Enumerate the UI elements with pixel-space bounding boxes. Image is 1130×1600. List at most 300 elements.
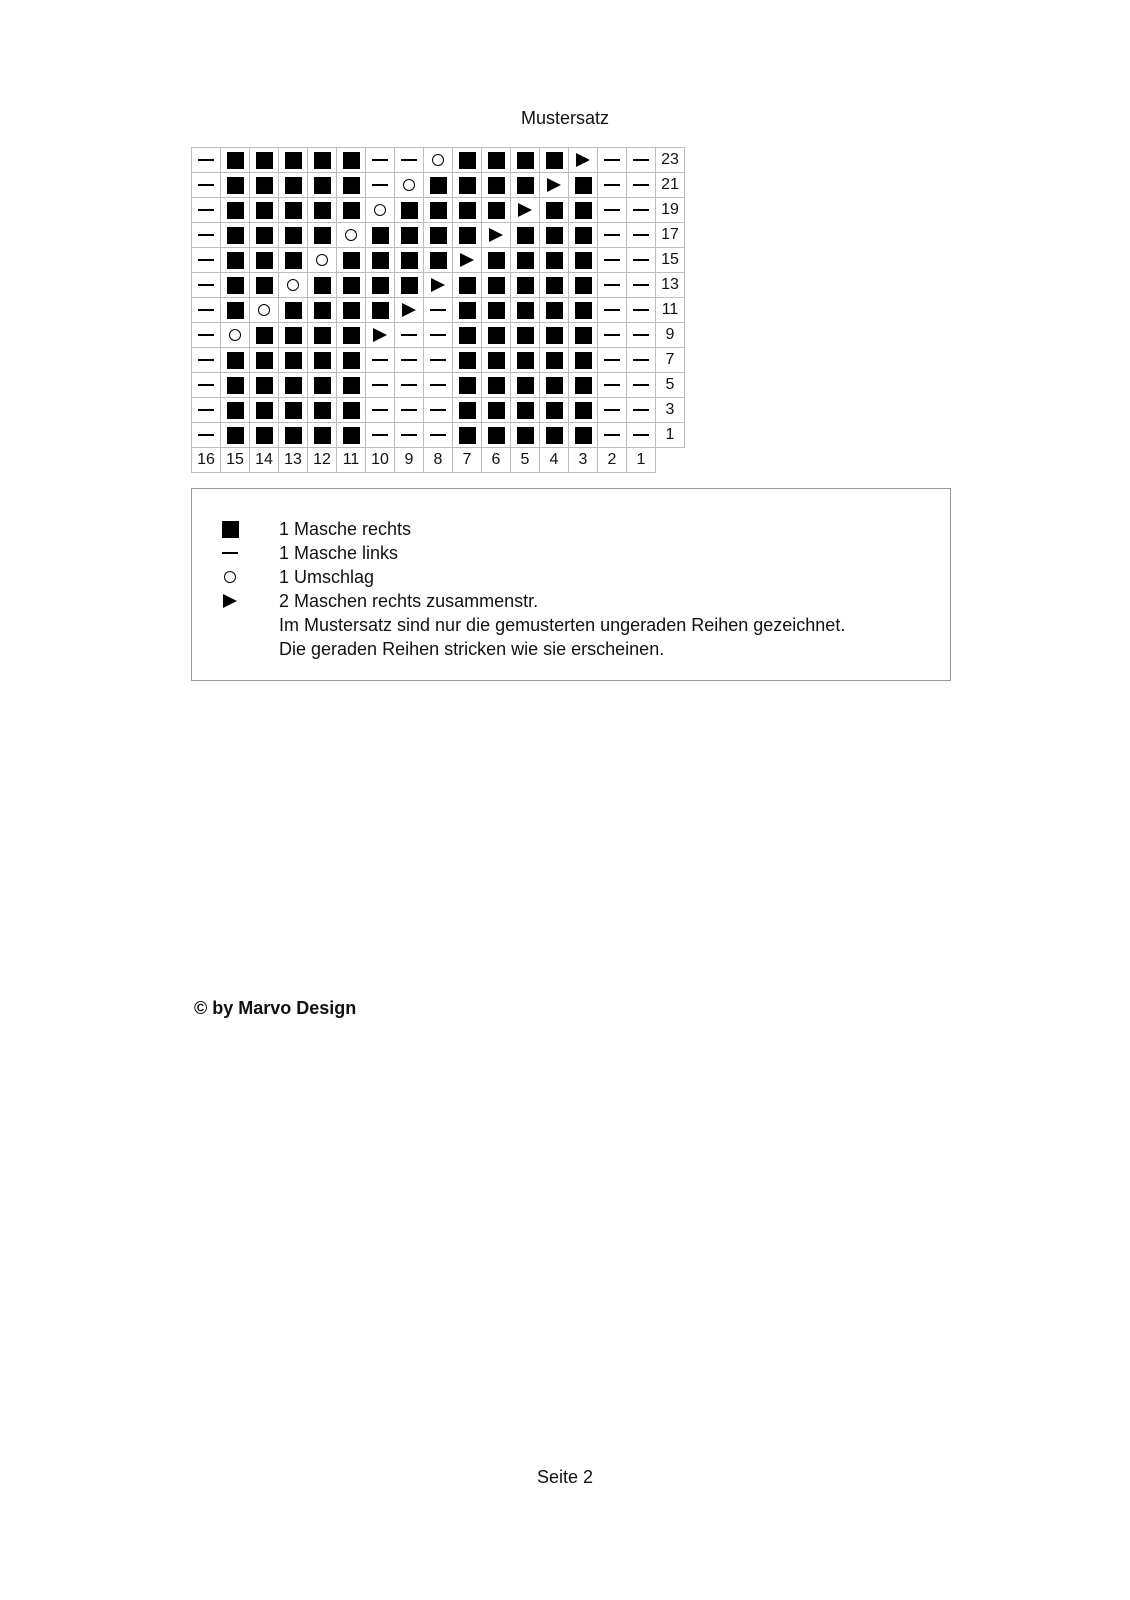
chart-cell <box>308 398 337 423</box>
filled-square-icon <box>575 352 592 369</box>
filled-square-icon <box>546 352 563 369</box>
chart-cell <box>395 323 424 348</box>
dash-icon <box>372 159 388 161</box>
row-number: 13 <box>656 273 685 298</box>
chart-cell <box>279 198 308 223</box>
legend-item <box>192 541 950 565</box>
chart-cell <box>424 398 453 423</box>
chart-cell <box>250 348 279 373</box>
chart-cell <box>308 423 337 448</box>
chart-cell <box>308 298 337 323</box>
dash-icon <box>198 259 214 261</box>
chart-cell <box>569 223 598 248</box>
dash-icon <box>604 334 620 336</box>
filled-square-icon <box>343 352 360 369</box>
chart-cell <box>424 348 453 373</box>
chart-row <box>192 248 685 273</box>
chart-cell <box>511 298 540 323</box>
chart-cell <box>511 423 540 448</box>
dash-icon <box>401 359 417 361</box>
chart-cell <box>279 423 308 448</box>
dash-icon <box>372 384 388 386</box>
chart-cell <box>337 148 366 173</box>
chart-cell <box>279 298 308 323</box>
filled-square-icon <box>314 352 331 369</box>
dash-icon <box>633 259 649 261</box>
chart-cell <box>627 273 656 298</box>
dash-icon <box>633 234 649 236</box>
dash-icon <box>198 184 214 186</box>
filled-square-icon <box>517 402 534 419</box>
chart-cell <box>250 323 279 348</box>
chart-cell <box>366 423 395 448</box>
filled-square-icon <box>343 252 360 269</box>
chart-cell <box>424 248 453 273</box>
filled-square-icon <box>256 427 273 444</box>
chart-cell <box>279 248 308 273</box>
filled-square-icon <box>372 252 389 269</box>
column-number: 13 <box>279 448 308 473</box>
filled-square-icon <box>517 152 534 169</box>
filled-square-icon <box>285 202 302 219</box>
chart-cell <box>540 223 569 248</box>
chart-cell <box>482 173 511 198</box>
chart-row <box>192 223 685 248</box>
chart-cell <box>337 198 366 223</box>
chart-cell <box>482 323 511 348</box>
chart-cell <box>279 373 308 398</box>
dash-icon <box>633 434 649 436</box>
filled-square-icon <box>459 302 476 319</box>
filled-square-icon <box>546 152 563 169</box>
triangle-right-icon <box>402 303 416 317</box>
chart-cell <box>221 323 250 348</box>
filled-square-icon <box>256 277 273 294</box>
dash-icon <box>222 552 238 554</box>
filled-square-icon <box>488 277 505 294</box>
dash-icon <box>198 359 214 361</box>
filled-square-icon <box>546 302 563 319</box>
row-number: 19 <box>656 198 685 223</box>
legend-text: Die geraden Reihen stricken wie sie erscheinen. <box>279 639 665 659</box>
chart-cell <box>453 273 482 298</box>
filled-square-icon <box>575 427 592 444</box>
chart-cell <box>366 273 395 298</box>
filled-square-icon <box>314 377 331 394</box>
filled-square-icon <box>343 277 360 294</box>
legend-box <box>191 488 951 681</box>
dash-icon <box>633 159 649 161</box>
filled-square-icon <box>575 302 592 319</box>
chart-cell <box>250 148 279 173</box>
filled-square-icon <box>285 177 302 194</box>
filled-square-icon <box>517 302 534 319</box>
chart-cell <box>221 423 250 448</box>
circle-icon <box>287 279 299 291</box>
chart-row <box>192 273 685 298</box>
chart-cell <box>366 223 395 248</box>
row-number: 5 <box>656 373 685 398</box>
dash-icon <box>401 384 417 386</box>
chart-cell <box>337 173 366 198</box>
dash-icon <box>604 234 620 236</box>
chart-cell <box>482 423 511 448</box>
chart-cell <box>511 348 540 373</box>
chart-cell <box>540 398 569 423</box>
chart-cell <box>453 198 482 223</box>
dash-icon <box>633 184 649 186</box>
filled-square-icon <box>575 202 592 219</box>
chart-cell <box>569 298 598 323</box>
chart-row <box>192 373 685 398</box>
chart-cell <box>337 298 366 323</box>
column-number: 15 <box>221 448 250 473</box>
filled-square-icon <box>546 427 563 444</box>
filled-square-icon <box>343 202 360 219</box>
chart-cell <box>221 348 250 373</box>
dash-icon <box>430 384 446 386</box>
chart-cell <box>337 423 366 448</box>
filled-square-icon <box>546 327 563 344</box>
triangle-right-icon <box>518 203 532 217</box>
chart-cell <box>192 198 221 223</box>
row-number: 3 <box>656 398 685 423</box>
row-number: 17 <box>656 223 685 248</box>
filled-square-icon <box>488 377 505 394</box>
filled-square-icon <box>459 227 476 244</box>
chart-cell <box>598 298 627 323</box>
chart-cell <box>453 323 482 348</box>
chart-cell <box>221 173 250 198</box>
filled-square-icon <box>517 327 534 344</box>
column-number: 8 <box>424 448 453 473</box>
legend-text: 1 Umschlag <box>279 567 375 587</box>
chart-cell <box>569 198 598 223</box>
chart-cell <box>540 273 569 298</box>
chart-cell <box>395 198 424 223</box>
triangle-right-icon <box>431 278 445 292</box>
chart-cell <box>366 348 395 373</box>
filled-square-icon <box>517 427 534 444</box>
chart-cell <box>511 223 540 248</box>
circle-icon <box>374 204 386 216</box>
filled-square-icon <box>227 302 244 319</box>
chart-cell <box>482 198 511 223</box>
dash-icon <box>633 284 649 286</box>
filled-square-icon <box>227 227 244 244</box>
chart-cell <box>482 373 511 398</box>
chart-cell <box>598 248 627 273</box>
filled-square-icon <box>256 402 273 419</box>
column-number: 14 <box>250 448 279 473</box>
legend-text: 1 Masche links <box>279 543 399 563</box>
chart-cell <box>424 173 453 198</box>
chart-cell <box>308 373 337 398</box>
column-number: 6 <box>482 448 511 473</box>
dash-icon <box>633 384 649 386</box>
filled-square-icon <box>256 252 273 269</box>
filled-square-icon <box>314 227 331 244</box>
row-number: 21 <box>656 173 685 198</box>
triangle-right-icon <box>373 328 387 342</box>
chart-cell <box>482 223 511 248</box>
filled-square-icon <box>517 377 534 394</box>
chart-cell <box>511 148 540 173</box>
triangle-right-icon <box>489 228 503 242</box>
chart-row <box>192 348 685 373</box>
chart-cell <box>511 323 540 348</box>
chart-cell <box>308 148 337 173</box>
legend-symbol <box>215 541 245 565</box>
filled-square-icon <box>459 177 476 194</box>
filled-square-icon <box>517 277 534 294</box>
filled-square-icon <box>314 327 331 344</box>
filled-square-icon <box>285 352 302 369</box>
chart-cell <box>540 373 569 398</box>
filled-square-icon <box>227 177 244 194</box>
chart-cell <box>598 273 627 298</box>
chart-cell <box>482 273 511 298</box>
legend-text: 2 Maschen rechts zusammenstr. <box>279 591 539 611</box>
filled-square-icon <box>546 277 563 294</box>
chart-cell <box>598 198 627 223</box>
chart-cell <box>511 398 540 423</box>
column-number: 10 <box>366 448 395 473</box>
chart-cell <box>366 398 395 423</box>
chart-row <box>192 323 685 348</box>
dash-icon <box>604 309 620 311</box>
dash-icon <box>198 409 214 411</box>
triangle-right-icon <box>460 253 474 267</box>
column-number: 3 <box>569 448 598 473</box>
chart-cell <box>279 173 308 198</box>
chart-cell <box>221 273 250 298</box>
dash-icon <box>633 359 649 361</box>
dash-icon <box>430 409 446 411</box>
filled-square-icon <box>488 427 505 444</box>
chart-cell <box>453 223 482 248</box>
column-number: 5 <box>511 448 540 473</box>
chart-cell <box>192 148 221 173</box>
dash-icon <box>198 334 214 336</box>
chart-cell <box>627 173 656 198</box>
filled-square-icon <box>546 227 563 244</box>
chart-cell <box>192 348 221 373</box>
chart-cell <box>395 223 424 248</box>
page-number: Seite 2 <box>536 1467 594 1487</box>
filled-square-icon <box>546 377 563 394</box>
chart-cell <box>627 373 656 398</box>
chart-cell <box>366 298 395 323</box>
chart-cell <box>453 373 482 398</box>
row-number: 23 <box>656 148 685 173</box>
filled-square-icon <box>227 152 244 169</box>
chart-cell <box>482 298 511 323</box>
filled-square-icon <box>372 302 389 319</box>
chart-cell <box>192 398 221 423</box>
dash-icon <box>198 159 214 161</box>
dash-icon <box>198 209 214 211</box>
filled-square-icon <box>285 377 302 394</box>
filled-square-icon <box>227 427 244 444</box>
chart-cell <box>279 323 308 348</box>
chart-cell <box>395 148 424 173</box>
chart-cell <box>221 148 250 173</box>
filled-square-icon <box>285 402 302 419</box>
filled-square-icon <box>430 252 447 269</box>
chart-cell <box>308 173 337 198</box>
chart-cell <box>250 298 279 323</box>
chart-cell <box>627 348 656 373</box>
chart-cell <box>192 273 221 298</box>
chart-cell <box>366 173 395 198</box>
chart-cell <box>250 398 279 423</box>
filled-square-icon <box>488 177 505 194</box>
chart-cell <box>250 423 279 448</box>
filled-square-icon <box>227 202 244 219</box>
chart-cell <box>424 373 453 398</box>
dash-icon <box>372 409 388 411</box>
chart-cell <box>395 298 424 323</box>
chart-cell <box>279 273 308 298</box>
chart-cell <box>569 423 598 448</box>
dash-icon <box>372 359 388 361</box>
chart-cell <box>250 223 279 248</box>
chart-cell <box>250 273 279 298</box>
chart-cell <box>569 373 598 398</box>
chart-row <box>192 198 685 223</box>
filled-square-icon <box>546 402 563 419</box>
filled-square-icon <box>372 227 389 244</box>
filled-square-icon <box>343 152 360 169</box>
chart-row <box>192 148 685 173</box>
chart-cell <box>395 173 424 198</box>
knitting-chart <box>191 147 685 473</box>
dash-icon <box>604 384 620 386</box>
row-number: 11 <box>656 298 685 323</box>
filled-square-icon <box>459 377 476 394</box>
legend-item <box>192 589 950 613</box>
dash-icon <box>372 184 388 186</box>
chart-cell <box>366 323 395 348</box>
filled-square-icon <box>227 377 244 394</box>
dash-icon <box>604 284 620 286</box>
row-number: 1 <box>656 423 685 448</box>
legend-text: 1 Masche rechts <box>279 519 412 539</box>
chart-cell <box>569 148 598 173</box>
chart-cell <box>308 248 337 273</box>
chart-cell <box>540 348 569 373</box>
chart-cell <box>308 223 337 248</box>
dash-icon <box>604 359 620 361</box>
filled-square-icon <box>285 152 302 169</box>
chart-cell <box>395 348 424 373</box>
dash-icon <box>430 334 446 336</box>
column-number: 2 <box>598 448 627 473</box>
chart-cell <box>598 373 627 398</box>
dash-icon <box>633 409 649 411</box>
dash-icon <box>633 309 649 311</box>
chart-cell <box>192 423 221 448</box>
filled-square-icon <box>517 352 534 369</box>
chart-cell <box>366 198 395 223</box>
filled-square-icon <box>430 202 447 219</box>
chart-cell <box>424 198 453 223</box>
filled-square-icon <box>401 227 418 244</box>
chart-row <box>192 398 685 423</box>
page-title: Mustersatz <box>520 108 610 128</box>
chart-cell <box>511 273 540 298</box>
chart-cell <box>540 323 569 348</box>
dash-icon <box>198 309 214 311</box>
chart-cell <box>337 373 366 398</box>
chart-cell <box>540 148 569 173</box>
filled-square-icon <box>256 327 273 344</box>
filled-square-icon <box>575 227 592 244</box>
chart-cell <box>598 173 627 198</box>
column-number: 12 <box>308 448 337 473</box>
chart-cell <box>540 423 569 448</box>
filled-square-icon <box>343 302 360 319</box>
dash-icon <box>430 359 446 361</box>
dash-icon <box>430 309 446 311</box>
dash-icon <box>633 209 649 211</box>
triangle-right-icon <box>547 178 561 192</box>
filled-square-icon <box>459 277 476 294</box>
chart-cell <box>598 148 627 173</box>
chart-cell <box>337 348 366 373</box>
chart-cell <box>598 398 627 423</box>
chart-cell <box>337 223 366 248</box>
chart-cell <box>598 423 627 448</box>
filled-square-icon <box>314 402 331 419</box>
filled-square-icon <box>227 252 244 269</box>
chart-cell <box>482 148 511 173</box>
filled-square-icon <box>575 402 592 419</box>
chart-cell <box>569 348 598 373</box>
filled-square-icon <box>285 227 302 244</box>
chart-cell <box>308 198 337 223</box>
row-number: 15 <box>656 248 685 273</box>
filled-square-icon <box>575 377 592 394</box>
chart-cell <box>250 373 279 398</box>
filled-square-icon <box>459 202 476 219</box>
chart-cell <box>627 248 656 273</box>
dash-icon <box>604 434 620 436</box>
legend-symbol <box>215 565 245 589</box>
chart-cell <box>453 348 482 373</box>
chart-cell <box>250 248 279 273</box>
chart-cell <box>627 323 656 348</box>
chart-cell <box>221 398 250 423</box>
filled-square-icon <box>343 327 360 344</box>
dash-icon <box>198 434 214 436</box>
legend-item <box>192 613 950 637</box>
filled-square-icon <box>256 352 273 369</box>
chart-cell <box>540 298 569 323</box>
filled-square-icon <box>227 402 244 419</box>
chart-cell <box>453 173 482 198</box>
filled-square-icon <box>575 177 592 194</box>
filled-square-icon <box>285 252 302 269</box>
filled-square-icon <box>314 152 331 169</box>
filled-square-icon <box>575 277 592 294</box>
chart-cell <box>192 373 221 398</box>
chart-cell <box>424 273 453 298</box>
filled-square-icon <box>314 427 331 444</box>
column-number: 1 <box>627 448 656 473</box>
chart-cell <box>192 173 221 198</box>
